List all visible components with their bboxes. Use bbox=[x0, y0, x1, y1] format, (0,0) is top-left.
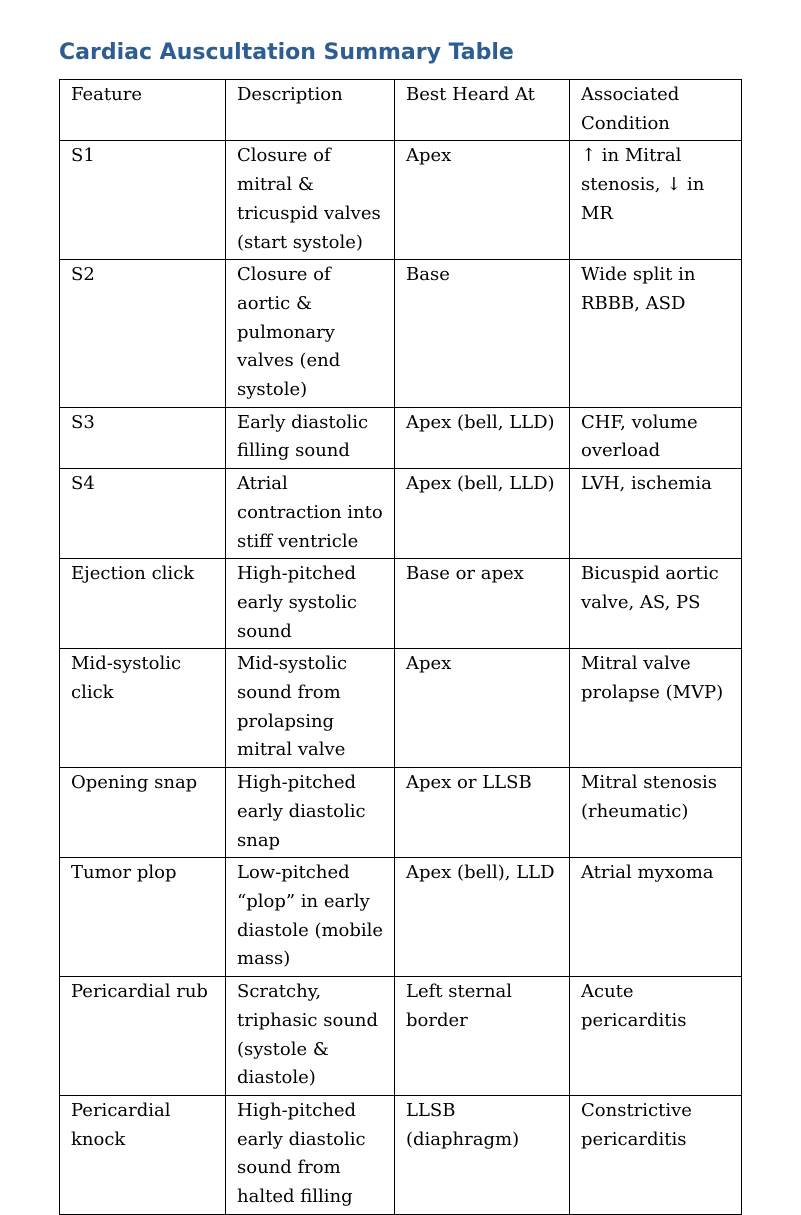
description-cell: Low-pitched “plop” in early diastole (mobile mass) bbox=[226, 858, 395, 977]
table-row bbox=[60, 649, 742, 768]
description-cell: Early diastolic filling sound bbox=[226, 407, 395, 468]
feature-cell: S2 bbox=[60, 260, 226, 408]
feature-cell: S3 bbox=[60, 407, 226, 468]
description-cell: Closure of mitral & tricuspid valves (start systole) bbox=[226, 141, 395, 260]
feature-cell: Ejection click bbox=[60, 559, 226, 649]
table-row bbox=[60, 469, 742, 559]
feature-cell: Opening snap bbox=[60, 768, 226, 858]
description-cell: High-pitched early diastolic snap bbox=[226, 768, 395, 858]
table-header-row bbox=[60, 80, 742, 141]
feature-cell: Tumor plop bbox=[60, 858, 226, 977]
table-row bbox=[60, 768, 742, 858]
best-heard-cell: LLSB (diaphragm) bbox=[395, 1095, 570, 1214]
condition-cell: CHF, volume overload bbox=[570, 407, 742, 468]
best-heard-cell: Apex or LLSB bbox=[395, 768, 570, 858]
table-row bbox=[60, 141, 742, 260]
best-heard-cell: Apex bbox=[395, 141, 570, 260]
best-heard-cell: Apex (bell, LLD) bbox=[395, 469, 570, 559]
description-cell: Atrial contraction into stiff ventricle bbox=[226, 469, 395, 559]
description-cell: High-pitched early diastolic sound from halted filling bbox=[226, 1095, 395, 1214]
condition-cell: Bicuspid aortic valve, AS, PS bbox=[570, 559, 742, 649]
condition-cell: Constrictive pericarditis bbox=[570, 1095, 742, 1214]
description-cell: Closure of aortic & pulmonary valves (end systole) bbox=[226, 260, 395, 408]
best-heard-cell: Left sternal border bbox=[395, 977, 570, 1096]
best-heard-cell: Apex bbox=[395, 649, 570, 768]
feature-cell: Pericardial rub bbox=[60, 977, 226, 1096]
table-row bbox=[60, 260, 742, 408]
best-heard-cell: Base bbox=[395, 260, 570, 408]
table-row bbox=[60, 559, 742, 649]
cardiac-auscultation-table bbox=[59, 79, 742, 1215]
condition-cell: Wide split in RBBB, ASD bbox=[570, 260, 742, 408]
description-cell: High-pitched early systolic sound bbox=[226, 559, 395, 649]
condition-cell: Mitral valve prolapse (MVP) bbox=[570, 649, 742, 768]
best-heard-cell: Apex (bell, LLD) bbox=[395, 407, 570, 468]
condition-cell: Atrial myxoma bbox=[570, 858, 742, 977]
description-cell: Mid-systolic sound from prolapsing mitral valve bbox=[226, 649, 395, 768]
table-row bbox=[60, 858, 742, 977]
feature-cell: S4 bbox=[60, 469, 226, 559]
description-cell: Scratchy, triphasic sound (systole & diastole) bbox=[226, 977, 395, 1096]
table-row bbox=[60, 1095, 742, 1214]
feature-cell: S1 bbox=[60, 141, 226, 260]
feature-cell: Mid-systolic click bbox=[60, 649, 226, 768]
table-row bbox=[60, 407, 742, 468]
condition-cell: ↑ in Mitral stenosis, ↓ in MR bbox=[570, 141, 742, 260]
header-description: Description bbox=[226, 80, 395, 141]
condition-cell: Mitral stenosis (rheumatic) bbox=[570, 768, 742, 858]
page-title: Cardiac Auscultation Summary Table bbox=[59, 40, 514, 65]
best-heard-cell: Apex (bell), LLD bbox=[395, 858, 570, 977]
header-feature: Feature bbox=[60, 80, 226, 141]
feature-cell: Pericardial knock bbox=[60, 1095, 226, 1214]
table-row bbox=[60, 977, 742, 1096]
best-heard-cell: Base or apex bbox=[395, 559, 570, 649]
header-associated-condition: Associated Condition bbox=[570, 80, 742, 141]
condition-cell: LVH, ischemia bbox=[570, 469, 742, 559]
condition-cell: Acute pericarditis bbox=[570, 977, 742, 1096]
header-best-heard-at: Best Heard At bbox=[395, 80, 570, 141]
